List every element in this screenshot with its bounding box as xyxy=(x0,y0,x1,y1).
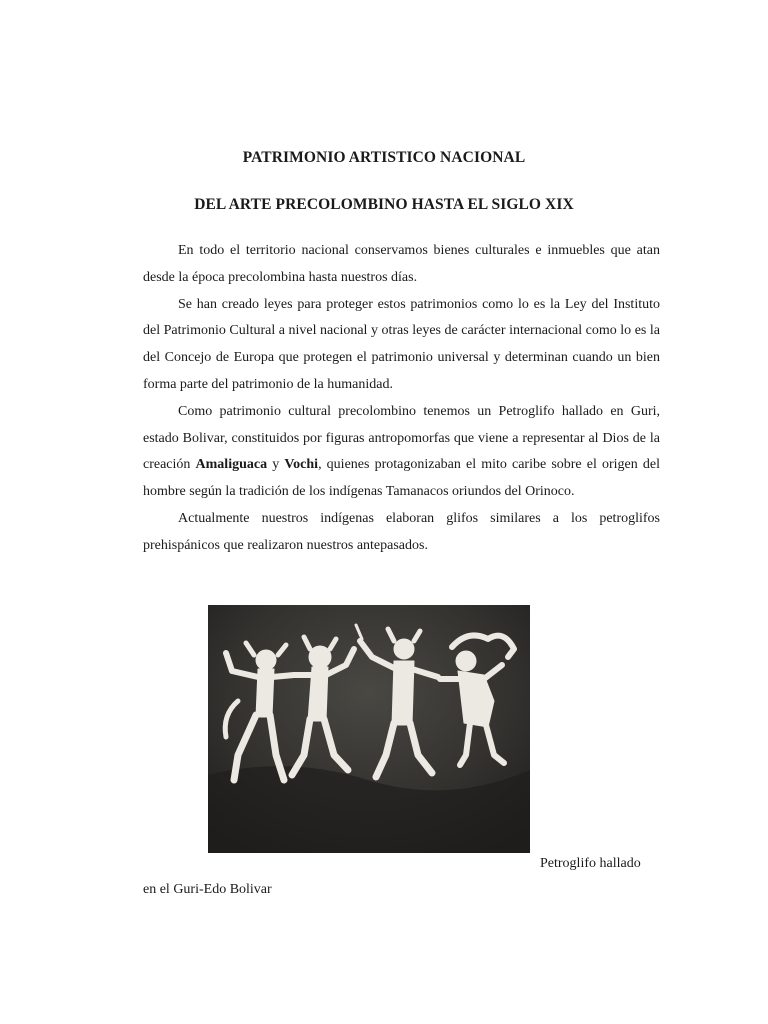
name-amaliguaca: Amaliguaca xyxy=(195,457,268,473)
paragraph-3-text-a: Como patrimonio cultural precolombino tenemos un Petroglifo hallado en Guri, estado Bolivar, constituidos por figuras antropomorfas que viene a representar al Dios de la creación xyxy=(143,403,660,473)
body-text xyxy=(143,238,660,560)
paragraph-4: Actualmente nuestros indígenas elaboran glifos similares a los petroglifos prehispánicos que realizaron nuestros antepasados. xyxy=(143,510,660,553)
paragraph-3-conjunction: y xyxy=(267,457,285,473)
paragraph-3 xyxy=(143,399,660,506)
page-subtitle: DEL ARTE PRECOLOMBINO HASTA EL SIGLO XIX xyxy=(194,196,574,213)
page-title: PATRIMONIO ARTISTICO NACIONAL xyxy=(242,149,526,166)
figure-caption-line-1: Petroglifo hallado xyxy=(540,856,641,871)
name-vochi: Vochi xyxy=(284,457,319,473)
paragraph-1: En todo el territorio nacional conservamos bienes culturales e inmuebles que atan desde la época precolombina hasta nuestros días. xyxy=(143,243,660,285)
paragraph-2: Se han creado leyes para proteger estos patrimonios como lo es la Ley del Instituto del Patrimonio Cultural a nivel nacional y otras leyes de carácter internacional como lo es la del Concejo de Europa que protegen el patrimonio universal y determinan cuando un bien forma parte del patrimonio de la humanidad. xyxy=(143,296,660,392)
paragraph-3-text-c: , quienes protagonizaban el mito caribe sobre el origen del hombre según la tradición de los indígenas Tamanacos oriundos del Orinoco. xyxy=(143,457,660,500)
figure-caption-line-2: en el Guri-Edo Bolivar xyxy=(143,882,272,897)
petroglyph-drawing xyxy=(208,605,530,853)
petroglyph-photo xyxy=(208,605,530,853)
